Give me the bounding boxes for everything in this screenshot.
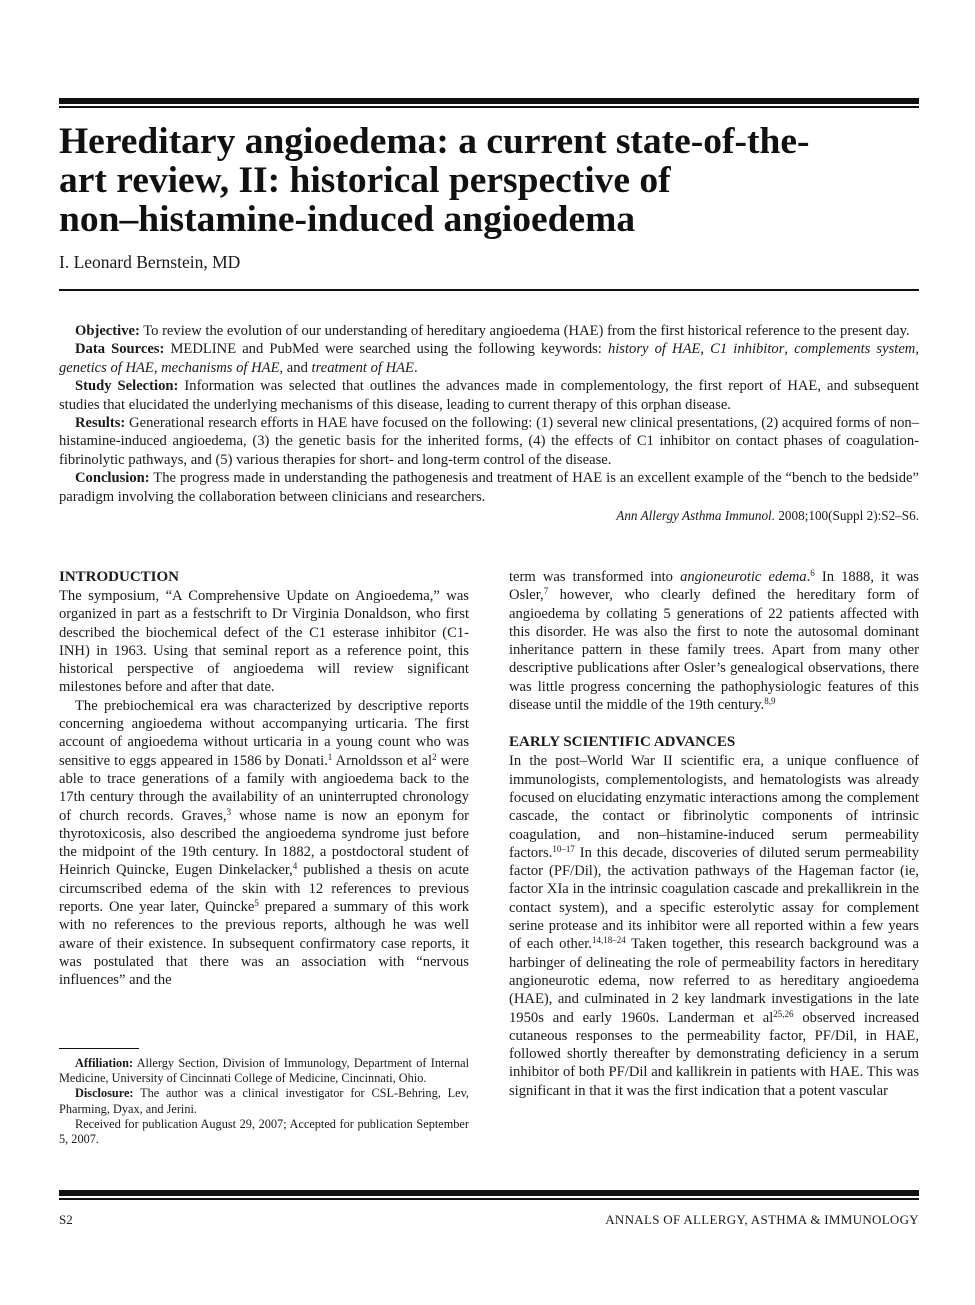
journal-name: ANNALS OF ALLERGY, ASTHMA & IMMUNOLOGY xyxy=(605,1212,919,1227)
text-run: observed increased cutaneous responses to the permeability factor, PF/Dil, in HAE, followed shortly thereafter by demonstrating deficiency in a serum inhibitor of both PF/Dil and kallikrein in patients with HAE. This was significant in that it was the first indication that a potent vascular xyxy=(509,1009,920,1099)
results-text: Generational research efforts in HAE have focused on the following: (1) several new clinical presentations, (2) acquired forms of non–histamine-induced angioedema, (3) the genetic basis for the inherited forms, (4) the effects of C1 inhibitor on contact phases of coagulation-fibrinolytic pathways, and (5) various therapies for short- and long-term control of the disease. xyxy=(59,415,919,468)
text-run: Arnoldsson et al xyxy=(332,752,433,769)
article-title xyxy=(59,122,919,239)
page-number: S2 xyxy=(59,1212,73,1227)
bottom-rule-thin xyxy=(59,1198,919,1200)
ref: 8,9 xyxy=(764,696,776,707)
text-run: term was transformed into xyxy=(509,569,681,585)
bottom-rule-thick xyxy=(59,1190,919,1196)
keyword: genetics of HAE xyxy=(59,359,154,376)
keyword-sep: , xyxy=(153,359,162,376)
text-run: . xyxy=(806,569,811,585)
abstract-results xyxy=(59,414,919,469)
top-rule-thick xyxy=(59,98,919,104)
keyword: mechanisms of HAE xyxy=(161,359,280,376)
right-column xyxy=(509,568,919,1100)
keyword: history of HAE xyxy=(607,341,701,358)
text-run: In 1888, it was Osler, xyxy=(509,569,919,604)
ref: 6 xyxy=(810,568,815,578)
emphasis-term: angioneurotic edema xyxy=(680,569,807,585)
disclosure-text: The author was a clinical investigator for CSL-Behring, Lev, Pharming, Dyax, and Jerini. xyxy=(59,1086,469,1116)
intro-paragraph-2 xyxy=(59,697,469,990)
text-run: In this decade, discoveries of diluted serum permeability factor (PF/Dil), the activation pathways of the Hageman factor (ie, factor XIa in the intrinsic coagulation cascade and prekallikrein in the contact system), and a specific esterolytic assay for complement serine protease and its inhibitor were all reported within a few years of each other. xyxy=(509,844,919,953)
keyword-end: . xyxy=(413,359,418,376)
section-heading-introduction: INTRODUCTION xyxy=(59,569,180,585)
conclusion-text: The progress made in understanding the pathogenesis and treatment of HAE is an excellent example of the “bench to the bedside” paradigm involving the collaboration between clinicians and researchers. xyxy=(59,470,919,505)
title-line-3: non–histamine-induced angioedema xyxy=(59,199,636,240)
abstract-objective xyxy=(59,322,919,340)
text-run: however, who clearly defined the hereditary form of angioedema by collating 5 generations of 22 patients affected with this disorder. He was also the first to note the autosomal dominant inheritance pattern in these family trees. Apart from many other descriptive publications after Osler’s genealogical observations, there was little progress concerning the pathophysiologic features of this disease until the middle of the 19th century. xyxy=(509,587,919,714)
right-paragraph-2 xyxy=(509,752,919,1100)
footnote-disclosure xyxy=(59,1086,469,1116)
affiliation-label: Affiliation: xyxy=(75,1056,134,1070)
text-run: Taken together, this research background was a harbinger of delineating the role of permeability factors in hereditary angioneurotic edema, now referred to as hereditary angioedema (HAE), and culminated in 2 key landmark investigations in the late 1950s and early 1960s. Landerman et al xyxy=(509,936,919,1026)
section-heading-early-advances: EARLY SCIENTIFIC ADVANCES xyxy=(509,734,736,751)
text-run: prepared a summary of this work with no references to the previous reports, although he was well aware of their existence. In subsequent confirmatory case reports, it was postulated that there was an association with “nervous influences” and the xyxy=(59,899,469,989)
abstract-data-sources xyxy=(59,340,919,377)
disclosure-label: Disclosure: xyxy=(75,1086,134,1101)
ref: 2 xyxy=(432,751,437,762)
footnote-affiliation xyxy=(59,1056,469,1086)
text-run: published a thesis on acute circumscribed edema of the skin with 12 references to previous reports. One year later, Quincke xyxy=(59,862,469,916)
keyword-sep: , and xyxy=(279,359,312,376)
title-line-2: art review, II: historical perspective of xyxy=(59,160,671,201)
abstract-conclusion xyxy=(59,469,919,506)
text-run: were able to trace generations of a family with angioedema back to the 17th century through the availability of an uninterrupted chronology of church records. Graves, xyxy=(59,752,469,824)
title-divider xyxy=(59,289,919,291)
abstract xyxy=(59,322,919,525)
keyword-sep: , xyxy=(915,341,919,358)
keyword-sep: , xyxy=(700,341,711,358)
ref: 3 xyxy=(226,806,232,817)
affiliation-text: Allergy Section, Division of Immunology, Department of Internal Medicine, University of Cincinnati College of Medicine, Cincinnati, Ohio. xyxy=(59,1056,469,1086)
data-sources-label: Data Sources: xyxy=(75,341,165,358)
right-paragraph-1 xyxy=(509,568,919,714)
ref: 14,18–24 xyxy=(591,935,626,946)
study-selection-label: Study Selection: xyxy=(75,378,179,395)
title-line-1: Hereditary angioedema: a current state-of-the- xyxy=(59,121,810,162)
ref: 10–17 xyxy=(552,843,575,854)
text-run: In the post–World War II scientific era, a unique confluence of immunologists, complementologists, and hematologists was already focused on elucidating enzymatic interactions among the complement cascade, the contact or fibrinolytic components of intrinsic coagulation, and non–histamine-induced serum permeability factors. xyxy=(509,753,919,861)
text-run: The prebiochemical era was characterized by descriptive reports concerning angioedema without accompanying urticaria. The first account of angioedema without urticaria in a young count who was sensitive to eggs appeared in 1586 by Donati. xyxy=(59,697,469,769)
abstract-study-selection xyxy=(59,377,919,414)
ref: 7 xyxy=(543,586,549,597)
footnote-rule xyxy=(59,1048,139,1049)
data-sources-text: MEDLINE and PubMed were searched using the following keywords: xyxy=(164,341,608,358)
text-run: whose name is now an eponym for thyrotoxicosis, also described the angioedema syndrome just before the midpoint of the 19th century. In 1882, a postdoctoral student of Heinrich Quincke, Eugen Dinkelacker, xyxy=(59,807,469,879)
intro-paragraph-1: The symposium, “A Comprehensive Update on Angioedema,” was organized in part as a festschrift to Dr Virginia Donaldson, who first described the biochemical defect of the C1 esterase inhibitor (C1-INH) in 1963. Using that seminal report as a reference point, this historical perspective of angioedema will review significant milestones before and after that date. xyxy=(59,588,469,696)
objective-label: Objective: xyxy=(75,323,140,339)
author-name: I. Leonard Bernstein, MD xyxy=(59,252,241,272)
objective-text: To review the evolution of our understanding of hereditary angioedema (HAE) from the first historical reference to the present day. xyxy=(139,323,910,339)
keyword-sep: , xyxy=(784,341,795,358)
top-rule-thin xyxy=(59,106,919,108)
footnote-received: Received for publication August 29, 2007; Accepted for publication September 5, 2007. xyxy=(59,1116,469,1147)
keyword: treatment of HAE xyxy=(311,359,414,376)
keyword: complements system xyxy=(794,341,916,358)
conclusion-label: Conclusion: xyxy=(75,470,150,487)
ref: 5 xyxy=(254,898,259,909)
citation-journal: Ann Allergy Asthma Immunol. xyxy=(616,508,776,524)
footnotes xyxy=(59,1056,469,1147)
ref: 4 xyxy=(292,861,298,872)
left-column xyxy=(59,568,469,990)
keyword: C1 inhibitor xyxy=(710,341,785,358)
ref: 25,26 xyxy=(773,1008,794,1019)
study-selection-text: Information was selected that outlines the advances made in complementology, the first report of HAE, and subsequent studies that elucidated the underlying mechanisms of this disease, leading to current therapy of this orphan disease. xyxy=(59,378,919,413)
ref: 1 xyxy=(327,751,333,762)
citation-details: 2008;100(Suppl 2):S2–S6. xyxy=(775,508,919,524)
results-label: Results: xyxy=(75,415,126,432)
citation xyxy=(59,507,919,525)
